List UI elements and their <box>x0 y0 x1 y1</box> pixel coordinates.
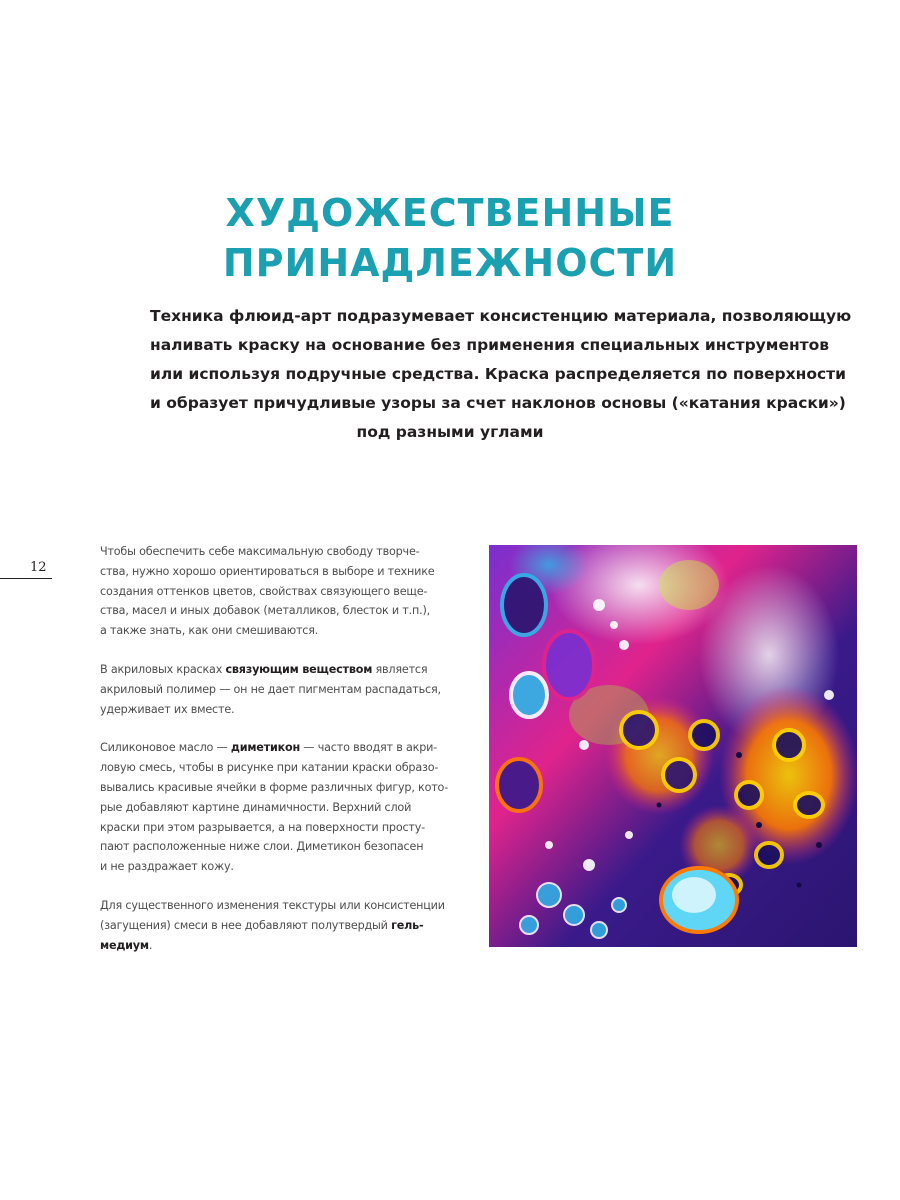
body-line <box>100 738 450 758</box>
body-line: ства, масел и иных добавок (металликов, блесток и т.п.), <box>100 604 430 618</box>
page-title-line-2: ПРИНАДЛЕЖНОСТИ <box>222 241 678 285</box>
body-line: Для существенного изменения текстуры или консистенции <box>100 898 445 912</box>
body-text-column <box>100 542 450 974</box>
body-line: вывались красивые ячейки в форме различных фигур, кото- <box>100 780 449 794</box>
body-paragraph-1 <box>100 542 450 641</box>
page-number: 12 <box>30 560 47 575</box>
fluid-art-painting-image <box>489 545 857 947</box>
page-title-line-1: ХУДОЖЕСТВЕННЫЕ <box>225 191 675 235</box>
page-number-rule <box>0 578 52 579</box>
body-text: является <box>372 662 428 676</box>
body-line: рые добавляют картине динамичности. Верхний слой <box>100 800 412 814</box>
body-line: акриловый полимер — он не дает пигментам распадаться, <box>100 682 441 696</box>
body-line: пают расположенные ниже слои. Диметикон безопасен <box>100 840 424 854</box>
body-text: . <box>148 938 153 952</box>
term-dimethicone: диметикон <box>230 741 301 755</box>
body-line: Чтобы обеспечить себе максимальную свободу творче- <box>100 545 420 558</box>
intro-line: и образует причудливые узоры за счет наклонов основы («катания краски») <box>150 394 846 412</box>
intro-paragraph <box>150 302 852 447</box>
body-line: ства, нужно хорошо ориентироваться в выборе и технике <box>100 564 435 578</box>
body-line: удерживает их вместе. <box>100 702 235 716</box>
body-line: и не раздражает кожу. <box>100 860 234 874</box>
body-paragraph-3 <box>100 738 450 877</box>
body-line: создания оттенков цветов, свойствах связующего веще- <box>100 584 428 598</box>
body-text: — часто вводят в акри- <box>300 741 438 755</box>
intro-line: или используя подручные средства. Краска распределяется по поверхности <box>150 365 847 383</box>
page-title <box>0 188 900 288</box>
term-gel-medium: гель- <box>391 918 424 932</box>
term-binder: связующим веществом <box>225 662 373 676</box>
body-text: Силиконовое масло — <box>100 741 231 755</box>
body-line <box>100 660 450 680</box>
body-text: (загущения) смеси в нее добавляют полутвердый <box>100 918 392 932</box>
intro-line: наливать краску на основание без применения специальных инструментов <box>150 336 830 354</box>
body-text: В акриловых красках <box>100 662 226 676</box>
body-line: ловую смесь, чтобы в рисунке при катании краски образо- <box>100 761 439 775</box>
body-line <box>100 936 450 956</box>
body-paragraph-2 <box>100 660 450 719</box>
body-line: краски при этом разрывается, а на поверхности просту- <box>100 820 426 834</box>
term-gel-medium: медиум <box>100 938 149 952</box>
fluid-art-painting-svg <box>489 545 857 947</box>
body-paragraph-4 <box>100 896 450 955</box>
body-line <box>100 916 450 936</box>
intro-line: под разными углами <box>356 423 544 441</box>
body-line: а также знать, как они смешиваются. <box>100 624 319 638</box>
intro-line: Техника флюид-арт подразумевает консистенцию материала, позволяющую <box>150 307 852 325</box>
